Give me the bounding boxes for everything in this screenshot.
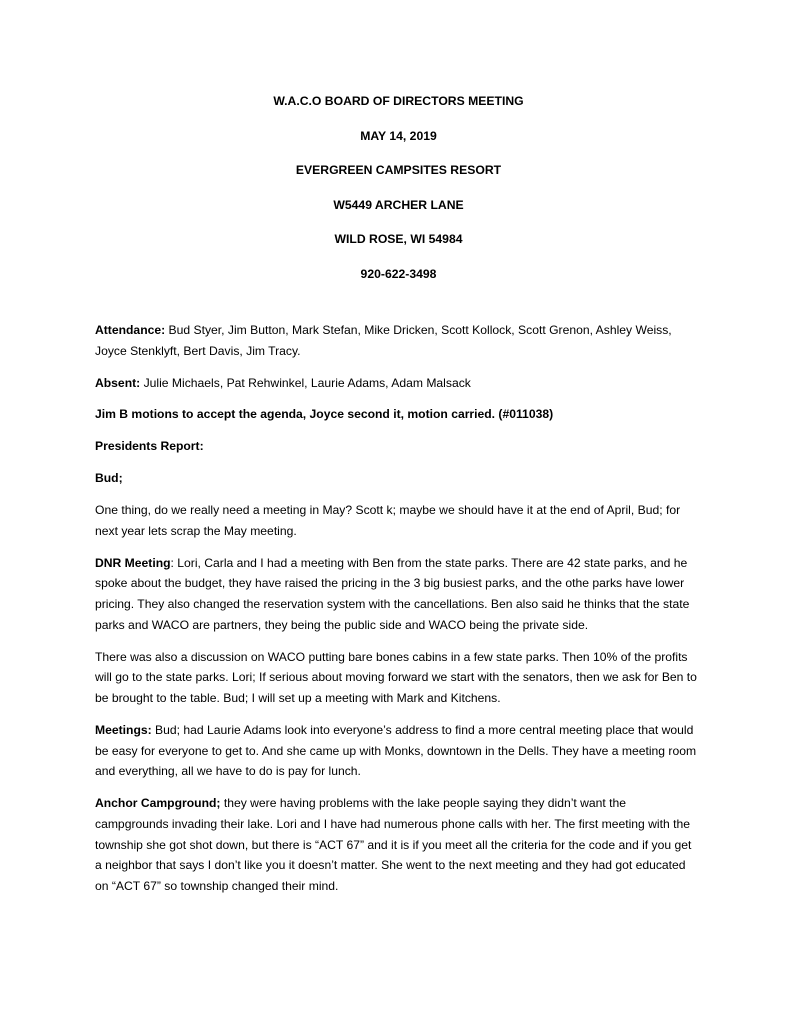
minutes-body bbox=[95, 320, 700, 908]
anchor-text: they were having problems with the lake people saying they didn’t want the campgrounds invading their lake. Lori and I have had numerous phone calls with her. The first meeting with the township she got shot down, but there is “ACT 67” and it is if you meet all the criteria for the code and if you get a neighbor that says I don’t like you it doesn’t matter. She went to the next meeting and they had got educated on “ACT 67” so township changed their mind. bbox=[95, 796, 692, 894]
meeting-venue: EVERGREEN CAMPSITES RESORT bbox=[295, 163, 502, 178]
meeting-title: W.A.C.O BOARD OF DIRECTORS MEETING bbox=[273, 94, 524, 108]
anchor-label: Anchor Campground; bbox=[95, 796, 221, 811]
absent-text: Julie Michaels, Pat Rehwinkel, Laurie Adams, Adam Malsack bbox=[140, 375, 471, 390]
venue-street: W5449 ARCHER LANE bbox=[333, 197, 464, 212]
dnr-label: DNR Meeting bbox=[95, 555, 171, 570]
attendance-paragraph bbox=[95, 320, 700, 361]
absent-label: Absent: bbox=[95, 375, 141, 390]
meetings-text: Bud; had Laurie Adams look into everyone’s address to find a more central meeting place that would be easy for everyone to get to. And she came up with Monks, downtown in the Dells. They have a meeting room and everything, all we have to do is pay for lunch. bbox=[95, 723, 697, 779]
meeting-date: MAY 14, 2019 bbox=[360, 128, 437, 143]
presidents-report-heading: Presidents Report: bbox=[95, 439, 204, 454]
agenda-motion: Jim B motions to accept the agenda, Joyce second it, motion carried. (#011038) bbox=[95, 407, 554, 422]
meetings-paragraph bbox=[95, 720, 700, 782]
absent-paragraph bbox=[95, 373, 700, 394]
venue-city: WILD ROSE, WI 54984 bbox=[334, 232, 463, 247]
document-header bbox=[0, 93, 791, 301]
dnr-text: : Lori, Carla and I had a meeting with Ben from the state parks. There are 42 state parks, and he spoke about the budget, they have raised the pricing in the 3 big busiest parks, and the othe parks have lower pricing. They also changed the reservation system with the cancellations. Ben also said he thinks that the state parks and WACO are partners, they being the public side and WACO being the private side. bbox=[95, 555, 690, 632]
attendance-label: Attendance: bbox=[95, 323, 166, 337]
cabins-paragraph: There was also a discussion on WACO putting bare bones cabins in a few state parks. Then 10% of the profits will go to the state parks. Lori; If serious about moving forward we start with the senators, then we ask for Ben to be brought to the table. Bud; I will set up a meeting with Mark and Kitchens. bbox=[95, 649, 697, 706]
bud-heading: Bud; bbox=[95, 471, 123, 486]
anchor-paragraph bbox=[95, 793, 700, 897]
attendance-text: Bud Styer, Jim Button, Mark Stefan, Mike Dricken, Scott Kollock, Scott Grenon, Ashley Weiss, Joyce Stenklyft, Bert Davis, Jim Tracy. bbox=[95, 323, 672, 358]
meetings-label: Meetings: bbox=[95, 723, 152, 738]
dnr-paragraph bbox=[95, 553, 700, 636]
venue-phone: 920-622-3498 bbox=[360, 266, 437, 281]
may-meeting-paragraph: One thing, do we really need a meeting in May? Scott k; maybe we should have it at the end of April, Bud; for next year lets scrap the May meeting. bbox=[95, 503, 681, 538]
